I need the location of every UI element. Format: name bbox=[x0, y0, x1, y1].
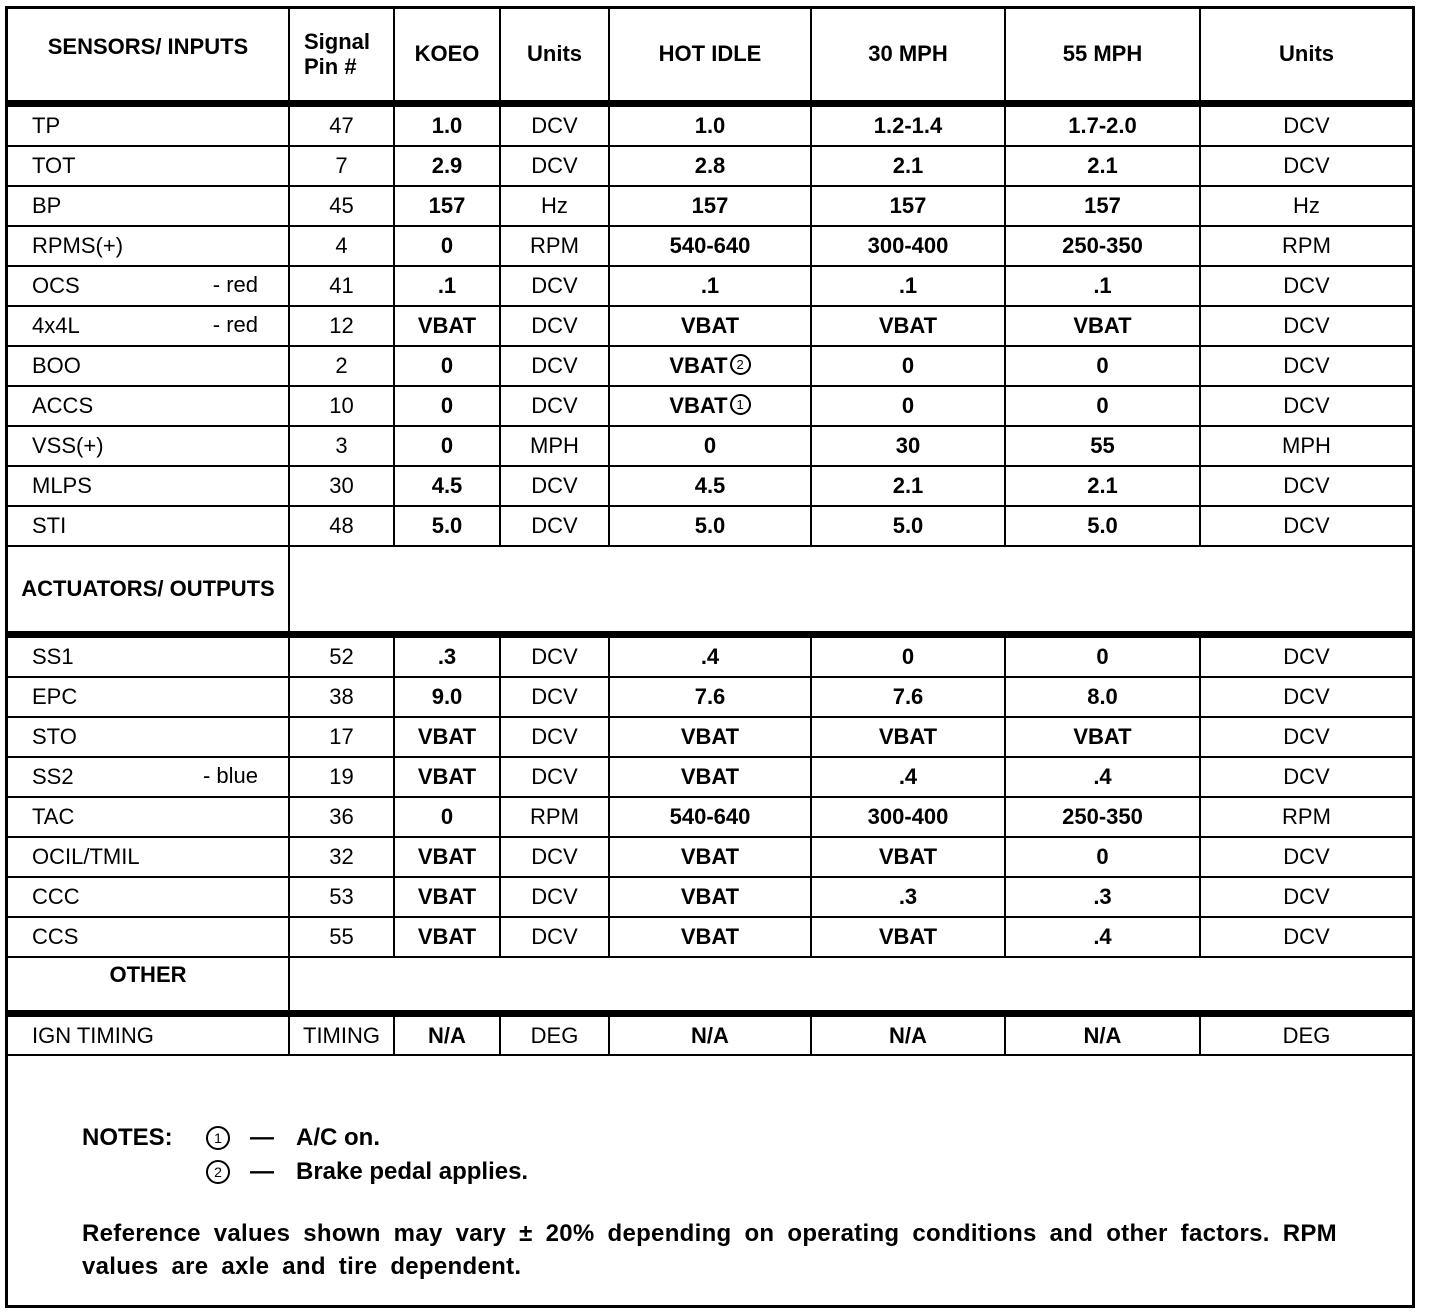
actuators-section-label: ACTUATORS/ OUTPUTS bbox=[8, 546, 289, 635]
cell-units: Hz bbox=[500, 186, 609, 226]
table-row bbox=[8, 877, 1412, 917]
cell-name bbox=[8, 837, 289, 877]
table-row bbox=[8, 677, 1412, 717]
cell-units-2: DCV bbox=[1200, 506, 1412, 546]
cell-name bbox=[8, 877, 289, 917]
header-koeo: KOEO bbox=[394, 9, 500, 104]
cell-signal-pin: 47 bbox=[289, 104, 394, 147]
cell-30-mph: 157 bbox=[811, 186, 1005, 226]
cell-hot-idle bbox=[609, 266, 811, 306]
cell-signal-pin: 4 bbox=[289, 226, 394, 266]
cell-signal-pin: 32 bbox=[289, 837, 394, 877]
row-name: BOO bbox=[32, 353, 81, 378]
row-name: OCIL/TMIL bbox=[32, 844, 140, 869]
cell-30-mph: 5.0 bbox=[811, 506, 1005, 546]
cell-units-2: DCV bbox=[1200, 917, 1412, 957]
table-row bbox=[8, 837, 1412, 877]
cell-units-2: DCV bbox=[1200, 837, 1412, 877]
row-name: CCC bbox=[32, 884, 80, 909]
cell-signal-pin: 30 bbox=[289, 466, 394, 506]
hot-idle-value: 2.8 bbox=[694, 153, 726, 178]
cell-55-mph: 5.0 bbox=[1005, 506, 1200, 546]
cell-units: DCV bbox=[500, 717, 609, 757]
cell-name bbox=[8, 226, 289, 266]
cell-koeo: 157 bbox=[394, 186, 500, 226]
cell-30-mph: 30 bbox=[811, 426, 1005, 466]
cell-units: DCV bbox=[500, 917, 609, 957]
cell-signal-pin: 41 bbox=[289, 266, 394, 306]
cell-30-mph: VBAT bbox=[811, 306, 1005, 346]
cell-koeo: 4.5 bbox=[394, 466, 500, 506]
cell-name bbox=[8, 104, 289, 147]
note-text: Brake pedal applies. bbox=[296, 1158, 529, 1185]
row-name: TP bbox=[32, 113, 61, 138]
hot-idle-value: .1 bbox=[700, 273, 720, 298]
table-row bbox=[8, 466, 1412, 506]
cell-30-mph: 1.2-1.4 bbox=[811, 104, 1005, 147]
table-row bbox=[8, 797, 1412, 837]
cell-55-mph: 0 bbox=[1005, 635, 1200, 678]
cell-units-2: DCV bbox=[1200, 386, 1412, 426]
wire-color-tag: - red bbox=[212, 272, 258, 297]
wire-color-tag: - red bbox=[212, 312, 258, 337]
cell-signal-pin: 10 bbox=[289, 386, 394, 426]
cell-55-mph: VBAT bbox=[1005, 717, 1200, 757]
header-units-2: Units bbox=[1200, 9, 1412, 104]
cell-55-mph: 0 bbox=[1005, 837, 1200, 877]
cell-koeo: VBAT bbox=[394, 877, 500, 917]
cell-55-mph: .4 bbox=[1005, 917, 1200, 957]
cell-hot-idle bbox=[609, 917, 811, 957]
cell-hot-idle bbox=[609, 386, 811, 426]
reference-note: Reference values shown may vary ± 20% depending on operating conditions and other factors. RPM values are axle and tire dependent. bbox=[82, 1220, 1337, 1280]
cell-55-mph: 157 bbox=[1005, 186, 1200, 226]
cell-30-mph: 0 bbox=[811, 386, 1005, 426]
cell-units-2: DCV bbox=[1200, 146, 1412, 186]
cell-name bbox=[8, 386, 289, 426]
cell-name bbox=[8, 346, 289, 386]
row-name: IGN TIMING bbox=[32, 1022, 154, 1048]
cell-hot-idle bbox=[609, 226, 811, 266]
row-name: SS1 bbox=[32, 644, 74, 669]
hot-idle-value: VBAT bbox=[669, 392, 728, 418]
cell-signal-pin: TIMING bbox=[289, 1014, 394, 1056]
cell-hot-idle bbox=[609, 797, 811, 837]
cell-hot-idle bbox=[609, 306, 811, 346]
cell-name bbox=[8, 186, 289, 226]
cell-signal-pin: 55 bbox=[289, 917, 394, 957]
actuators-section-blank bbox=[289, 546, 1412, 635]
note-text: A/C on. bbox=[296, 1124, 380, 1151]
table-row bbox=[8, 717, 1412, 757]
cell-30-mph: 2.1 bbox=[811, 146, 1005, 186]
cell-55-mph: 0 bbox=[1005, 346, 1200, 386]
cell-units: DCV bbox=[500, 757, 609, 797]
cell-koeo: 0 bbox=[394, 226, 500, 266]
cell-hot-idle bbox=[609, 426, 811, 466]
cell-30-mph: .3 bbox=[811, 877, 1005, 917]
cell-hot-idle bbox=[609, 466, 811, 506]
cell-units: DCV bbox=[500, 466, 609, 506]
row-name: ACCS bbox=[32, 393, 94, 418]
cell-units: DCV bbox=[500, 104, 609, 147]
cell-30-mph: 0 bbox=[811, 635, 1005, 678]
cell-units-2: MPH bbox=[1200, 426, 1412, 466]
cell-signal-pin: 53 bbox=[289, 877, 394, 917]
cell-hot-idle bbox=[609, 757, 811, 797]
header-row bbox=[8, 9, 1412, 104]
cell-name bbox=[8, 757, 289, 797]
cell-name bbox=[8, 677, 289, 717]
table-row bbox=[8, 226, 1412, 266]
cell-hot-idle bbox=[609, 346, 811, 386]
cell-55-mph: 0 bbox=[1005, 386, 1200, 426]
cell-units-2: RPM bbox=[1200, 797, 1412, 837]
cell-55-mph: VBAT bbox=[1005, 306, 1200, 346]
cell-units-2: DCV bbox=[1200, 266, 1412, 306]
cell-units: DCV bbox=[500, 266, 609, 306]
diagnostic-reference-sheet bbox=[5, 6, 1415, 1308]
cell-koeo: 5.0 bbox=[394, 506, 500, 546]
table-row bbox=[8, 386, 1412, 426]
row-name: TAC bbox=[32, 804, 75, 829]
notes-label: NOTES: bbox=[82, 1124, 173, 1151]
row-name: STI bbox=[32, 513, 67, 538]
cell-name bbox=[8, 466, 289, 506]
cell-units-2: DCV bbox=[1200, 346, 1412, 386]
table-row bbox=[8, 506, 1412, 546]
cell-koeo: .1 bbox=[394, 266, 500, 306]
cell-units: DCV bbox=[500, 677, 609, 717]
cell-units: MPH bbox=[500, 426, 609, 466]
table-row bbox=[8, 104, 1412, 147]
cell-koeo: VBAT bbox=[394, 757, 500, 797]
hot-idle-value: VBAT bbox=[680, 924, 740, 949]
cell-units: DCV bbox=[500, 146, 609, 186]
header-units: Units bbox=[500, 9, 609, 104]
table-row bbox=[8, 635, 1412, 678]
cell-55-mph: 1.7-2.0 bbox=[1005, 104, 1200, 147]
cell-koeo: .3 bbox=[394, 635, 500, 678]
row-name: STO bbox=[32, 724, 77, 749]
cell-name bbox=[8, 1014, 289, 1056]
note-dash: — bbox=[250, 1158, 274, 1185]
cell-koeo: N/A bbox=[394, 1014, 500, 1056]
cell-units-2: Hz bbox=[1200, 186, 1412, 226]
cell-units-2: DCV bbox=[1200, 717, 1412, 757]
header-sensors-inputs: SENSORS/ INPUTS bbox=[8, 9, 289, 104]
cell-units-2: DCV bbox=[1200, 466, 1412, 506]
table-row bbox=[8, 146, 1412, 186]
cell-koeo: 2.9 bbox=[394, 146, 500, 186]
wire-color-tag: - blue bbox=[202, 763, 258, 788]
cell-30-mph: 300-400 bbox=[811, 226, 1005, 266]
cell-55-mph: 250-350 bbox=[1005, 226, 1200, 266]
hot-idle-value: 4.5 bbox=[694, 473, 726, 498]
hot-idle-value: 540-640 bbox=[669, 233, 751, 258]
cell-30-mph: 2.1 bbox=[811, 466, 1005, 506]
cell-30-mph: VBAT bbox=[811, 917, 1005, 957]
cell-units: DCV bbox=[500, 386, 609, 426]
cell-koeo: 0 bbox=[394, 386, 500, 426]
cell-units-2: RPM bbox=[1200, 226, 1412, 266]
row-name: OCS bbox=[32, 273, 80, 298]
cell-koeo: VBAT bbox=[394, 717, 500, 757]
reference-values-table bbox=[8, 9, 1412, 1056]
table-row bbox=[8, 426, 1412, 466]
cell-30-mph: 7.6 bbox=[811, 677, 1005, 717]
cell-55-mph: .1 bbox=[1005, 266, 1200, 306]
notes-section bbox=[82, 1121, 1362, 1283]
hot-idle-value: VBAT bbox=[680, 313, 740, 338]
cell-signal-pin: 45 bbox=[289, 186, 394, 226]
other-section-label: OTHER bbox=[8, 957, 289, 1014]
note-marker-icon: 1 bbox=[206, 1126, 230, 1150]
other-section bbox=[8, 957, 1412, 1014]
cell-hot-idle bbox=[609, 1014, 811, 1056]
cell-units: DCV bbox=[500, 837, 609, 877]
cell-koeo: 0 bbox=[394, 346, 500, 386]
hot-idle-value: VBAT bbox=[680, 764, 740, 789]
header-signal-pin: Signal Pin # bbox=[289, 9, 394, 104]
row-name: TOT bbox=[32, 153, 76, 178]
table-row bbox=[8, 266, 1412, 306]
cell-name bbox=[8, 266, 289, 306]
row-name: MLPS bbox=[32, 473, 92, 498]
hot-idle-value: N/A bbox=[691, 1022, 729, 1048]
cell-hot-idle bbox=[609, 837, 811, 877]
cell-hot-idle bbox=[609, 506, 811, 546]
cell-55-mph: 2.1 bbox=[1005, 146, 1200, 186]
hot-idle-value: 0 bbox=[703, 433, 717, 458]
cell-units-2: DCV bbox=[1200, 306, 1412, 346]
cell-name bbox=[8, 146, 289, 186]
cell-units-2: DCV bbox=[1200, 104, 1412, 147]
actuators-section bbox=[8, 546, 1412, 635]
cell-signal-pin: 19 bbox=[289, 757, 394, 797]
cell-units: DCV bbox=[500, 506, 609, 546]
hot-idle-value: 157 bbox=[691, 193, 729, 218]
header-hot-idle: HOT IDLE bbox=[609, 9, 811, 104]
cell-30-mph: VBAT bbox=[811, 717, 1005, 757]
row-name: CCS bbox=[32, 924, 79, 949]
hot-idle-value: VBAT bbox=[680, 724, 740, 749]
cell-55-mph: .3 bbox=[1005, 877, 1200, 917]
cell-units-2: DCV bbox=[1200, 877, 1412, 917]
cell-hot-idle bbox=[609, 104, 811, 147]
cell-55-mph: 8.0 bbox=[1005, 677, 1200, 717]
cell-units: DCV bbox=[500, 306, 609, 346]
cell-units: DCV bbox=[500, 877, 609, 917]
table-row bbox=[8, 757, 1412, 797]
cell-name bbox=[8, 717, 289, 757]
cell-koeo: VBAT bbox=[394, 917, 500, 957]
hot-idle-value: 540-640 bbox=[669, 804, 751, 829]
cell-koeo: VBAT bbox=[394, 306, 500, 346]
table-row bbox=[8, 917, 1412, 957]
cell-units-2: DCV bbox=[1200, 677, 1412, 717]
cell-name bbox=[8, 917, 289, 957]
hot-idle-value: 5.0 bbox=[694, 513, 726, 538]
cell-55-mph: 250-350 bbox=[1005, 797, 1200, 837]
cell-55-mph: 55 bbox=[1005, 426, 1200, 466]
table-row bbox=[8, 186, 1412, 226]
cell-units: DCV bbox=[500, 635, 609, 678]
hot-idle-value: 1.0 bbox=[694, 113, 726, 138]
header-30-mph: 30 MPH bbox=[811, 9, 1005, 104]
cell-units-2: DEG bbox=[1200, 1014, 1412, 1056]
cell-signal-pin: 36 bbox=[289, 797, 394, 837]
table-row bbox=[8, 346, 1412, 386]
cell-signal-pin: 17 bbox=[289, 717, 394, 757]
cell-koeo: VBAT bbox=[394, 837, 500, 877]
cell-signal-pin: 12 bbox=[289, 306, 394, 346]
cell-signal-pin: 38 bbox=[289, 677, 394, 717]
row-name: VSS(+) bbox=[32, 433, 104, 458]
note-2 bbox=[82, 1155, 1362, 1189]
cell-30-mph: 0 bbox=[811, 346, 1005, 386]
cell-30-mph: .1 bbox=[811, 266, 1005, 306]
cell-hot-idle bbox=[609, 186, 811, 226]
cell-signal-pin: 52 bbox=[289, 635, 394, 678]
cell-signal-pin: 7 bbox=[289, 146, 394, 186]
cell-30-mph: N/A bbox=[811, 1014, 1005, 1056]
cell-hot-idle bbox=[609, 717, 811, 757]
row-name: BP bbox=[32, 193, 62, 218]
table-row bbox=[8, 306, 1412, 346]
cell-hot-idle bbox=[609, 635, 811, 678]
note-1 bbox=[82, 1121, 1362, 1155]
cell-55-mph: N/A bbox=[1005, 1014, 1200, 1056]
table-body bbox=[8, 9, 1412, 1055]
cell-signal-pin: 2 bbox=[289, 346, 394, 386]
hot-idle-value: VBAT bbox=[669, 352, 728, 378]
row-name: SS2 bbox=[32, 764, 74, 789]
cell-signal-pin: 3 bbox=[289, 426, 394, 466]
note-marker-icon: 1 bbox=[730, 394, 751, 415]
cell-name bbox=[8, 306, 289, 346]
header-55-mph: 55 MPH bbox=[1005, 9, 1200, 104]
cell-koeo: 0 bbox=[394, 797, 500, 837]
table-row bbox=[8, 1014, 1412, 1056]
cell-30-mph: VBAT bbox=[811, 837, 1005, 877]
cell-name bbox=[8, 635, 289, 678]
hot-idle-value: .4 bbox=[700, 644, 720, 669]
cell-units: RPM bbox=[500, 797, 609, 837]
cell-koeo: 0 bbox=[394, 426, 500, 466]
cell-name bbox=[8, 797, 289, 837]
cell-koeo: 9.0 bbox=[394, 677, 500, 717]
cell-units-2: DCV bbox=[1200, 635, 1412, 678]
cell-hot-idle bbox=[609, 877, 811, 917]
hot-idle-value: VBAT bbox=[680, 844, 740, 869]
cell-units: RPM bbox=[500, 226, 609, 266]
note-dash: — bbox=[250, 1124, 274, 1151]
other-section-blank bbox=[289, 957, 1412, 1014]
cell-signal-pin: 48 bbox=[289, 506, 394, 546]
hot-idle-value: VBAT bbox=[680, 884, 740, 909]
cell-name bbox=[8, 426, 289, 466]
cell-koeo: 1.0 bbox=[394, 104, 500, 147]
cell-units-2: DCV bbox=[1200, 757, 1412, 797]
row-name: EPC bbox=[32, 684, 78, 709]
note-marker-icon: 2 bbox=[730, 354, 751, 375]
row-name: RPMS(+) bbox=[32, 233, 124, 258]
cell-55-mph: .4 bbox=[1005, 757, 1200, 797]
note-marker-icon: 2 bbox=[206, 1160, 230, 1184]
cell-30-mph: 300-400 bbox=[811, 797, 1005, 837]
row-name: 4x4L bbox=[32, 313, 80, 338]
cell-hot-idle bbox=[609, 677, 811, 717]
cell-units: DCV bbox=[500, 346, 609, 386]
hot-idle-value: 7.6 bbox=[694, 684, 726, 709]
cell-name bbox=[8, 506, 289, 546]
cell-hot-idle bbox=[609, 146, 811, 186]
cell-30-mph: .4 bbox=[811, 757, 1005, 797]
cell-55-mph: 2.1 bbox=[1005, 466, 1200, 506]
cell-units: DEG bbox=[500, 1014, 609, 1056]
